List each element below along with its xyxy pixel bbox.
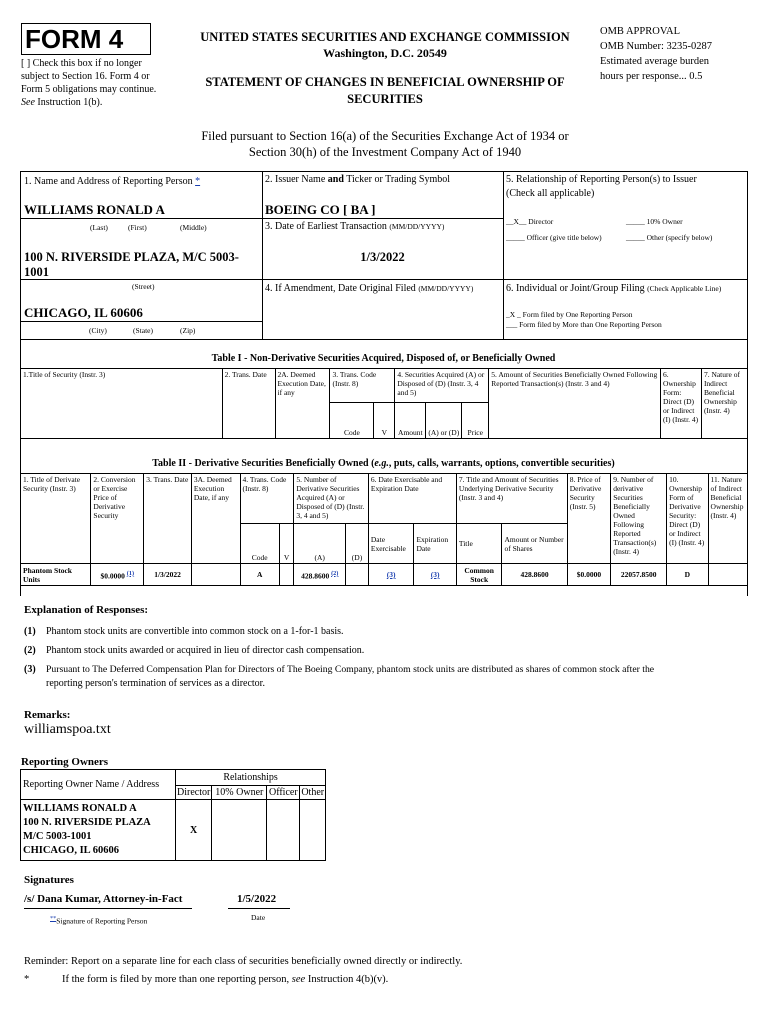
table1-title: Table I - Non-Derivative Securities Acquired, Disposed of, or Beneficially Owned: [211, 353, 556, 364]
signature-date-label: Date: [251, 913, 266, 922]
zip-label: (Zip): [180, 326, 196, 335]
street-label: (Street): [132, 282, 155, 291]
reporting-person-name: WILLIAMS RONALD A: [24, 202, 165, 217]
city-label: (City): [89, 326, 107, 335]
t2-sub-date-ex: Date Exercisable: [368, 524, 414, 564]
earliest-transaction-label: 3. Date of Earliest Transaction (MM/DD/YYYY): [265, 221, 445, 232]
explanation-list: [24, 625, 749, 691]
footnote-double-star-link[interactable]: **: [50, 915, 57, 922]
earliest-transaction-date: 1/3/2022: [360, 250, 405, 264]
t2-col-code: 4. Trans. Code (Instr. 8): [240, 474, 294, 524]
t1-sub-code: Code: [330, 403, 374, 439]
t1-sub-amount: Amount: [395, 403, 426, 439]
omb-number: OMB Number: 3235-0287: [600, 41, 712, 52]
footnote-star-text: If the form is filed by more than one reporting person, see Instruction 4(b)(v).: [62, 974, 389, 985]
first-label: (First): [128, 223, 147, 232]
t2-col-title: 1. Title of Derivate Security (Instr. 3): [21, 474, 91, 564]
reminder-text: Reminder: Report on a separate line for each class of securities beneficially owned directly or indirectly.: [24, 956, 463, 967]
relationship-sub: (Check all applicable): [506, 188, 595, 199]
omb-burden-2: hours per response... 0.5: [600, 71, 703, 82]
owners-col-relationships: Relationships: [176, 770, 326, 786]
reporting-person-label: 1. Name and Address of Reporting Person *: [24, 176, 201, 187]
t2-col-underlying: 7. Title and Amount of Securities Underlying Derivative Security (Instr. 3 and 4): [456, 474, 567, 524]
t2-col-conversion: 2. Conversion or Exercise Price of Derivative Security: [91, 474, 144, 564]
relationship-ten-percent[interactable]: _____ 10% Owner: [626, 217, 683, 226]
list-item: (2) Phantom stock units awarded or acquired in lieu of director cash compensation.: [24, 645, 365, 656]
relationship-director[interactable]: __X__ Director: [506, 217, 554, 226]
t2-col-nature: 11. Nature of Indirect Beneficial Ownership (Instr. 4): [708, 474, 747, 564]
t2-underlying-shares: 428.8600: [502, 564, 567, 586]
t2-sub-amount: Amount or Number of Shares: [502, 524, 567, 564]
t2-deriv-price: $0.0000: [567, 564, 610, 586]
t1-col-title: 1.Title of Security (Instr. 3): [21, 369, 223, 439]
street-address-2: 1001: [24, 265, 49, 279]
t2-form: D: [667, 564, 708, 586]
commission-name: UNITED STATES SECURITIES AND EXCHANGE COMMISSION: [200, 30, 570, 44]
t2-sub-title: Title: [456, 524, 502, 564]
table-row: [21, 564, 748, 586]
filing-one[interactable]: _X _ Form filed by One Reporting Person: [506, 310, 633, 319]
state-label: (State): [133, 326, 153, 335]
last-label: (Last): [90, 223, 108, 232]
issuer-label: 2. Issuer Name and Ticker or Trading Symbol: [265, 174, 451, 185]
amendment-label: 4. If Amendment, Date Original Filed (MM/DD/YYYY): [265, 283, 474, 294]
issuer-name: BOEING CO [ BA ]: [265, 202, 376, 217]
t1-col-nature: 7. Nature of Indirect Beneficial Ownership (Instr. 4): [701, 369, 747, 439]
t2-sub-a: (A): [294, 524, 346, 564]
owners-col-name: Reporting Owner Name / Address: [21, 770, 176, 800]
t2-col-price: 8. Price of Derivative Security (Instr. 5): [567, 474, 610, 564]
city-state-zip: CHICAGO, IL 60606: [24, 305, 143, 320]
statement-title-2: SECURITIES: [347, 92, 423, 106]
checkbox-notice: [ ] Check this box if no longer subject to Section 16. Form 4 or Form 5 obligations may continue. See Instruction 1(b).: [21, 58, 157, 108]
form-title: FORM 4: [25, 24, 124, 54]
omb-burden-1: Estimated average burden: [600, 56, 710, 67]
signature-date: 1/5/2022: [237, 893, 277, 905]
owner-director-mark: X: [176, 800, 212, 861]
table-row: [21, 800, 326, 861]
remarks-text: williamspoa.txt: [24, 722, 111, 737]
statement-title-1: STATEMENT OF CHANGES IN BENEFICIAL OWNERSHIP OF: [205, 75, 565, 89]
t1-col-ownership: 6. Ownership Form: Direct (D) or Indirect (I) (Instr. 4): [660, 369, 701, 439]
table2: [20, 473, 748, 586]
t1-col-deemed: 2A. Deemed Execution Date, if any: [275, 369, 330, 439]
t2-col-date: 3. Trans. Date: [144, 474, 192, 564]
t2-trans-date: 1/3/2022: [144, 564, 192, 586]
t1-sub-v: V: [374, 403, 395, 439]
t2-sub-d: (D): [346, 524, 369, 564]
owner-address: WILLIAMS RONALD A 100 N. RIVERSIDE PLAZA M/C 5003-1001 CHICAGO, IL 60606: [21, 800, 176, 861]
owners-col-other: Other: [301, 787, 325, 798]
t2-sub-v: V: [279, 524, 293, 564]
t2-sub-code: Code: [240, 524, 279, 564]
owners-heading: Reporting Owners: [21, 756, 109, 768]
t2-col-owned: 9. Number of derivative Securities Beneficially Owned Following Reported Transaction(s) (Instr. 4): [611, 474, 667, 564]
t1-sub-aord: (A) or (D): [426, 403, 462, 439]
form-title-box: [21, 23, 151, 55]
explanation-heading: Explanation of Responses:: [24, 604, 149, 616]
filing-more[interactable]: ___ Form filed by More than One Reporting Person: [506, 320, 662, 329]
footnote-star-link[interactable]: *: [195, 176, 201, 187]
table2-title: Table II - Derivative Securities Beneficially Owned (e.g., puts, calls, warrants, options, convertible securities): [152, 458, 615, 469]
owners-col-officer: Officer: [267, 786, 300, 800]
footnote-3-link-exp[interactable]: (3): [430, 570, 440, 579]
relationship-label: 5. Relationship of Reporting Person(s) to Issuer: [506, 174, 697, 185]
signature-label: **Signature of Reporting Person: [50, 915, 148, 926]
t1-col-amount-owned: 5. Amount of Securities Beneficially Owned Following Reported Transaction(s) (Instr. 3 and 4): [489, 369, 661, 439]
owners-table: [20, 769, 326, 861]
t2-sub-exp: Expiration Date: [414, 524, 456, 564]
remarks-heading: Remarks:: [24, 709, 71, 721]
signature-name: /s/ Dana Kumar, Attorney-in-Fact: [24, 893, 183, 905]
t2-owned: 22057.8500: [611, 564, 667, 586]
relationship-officer[interactable]: _____ Officer (give title below): [506, 233, 602, 242]
middle-label: (Middle): [180, 223, 207, 232]
footnote-3-link[interactable]: (3): [386, 570, 396, 579]
omb-approval: OMB APPROVAL: [600, 26, 681, 37]
t1-sub-price: Price: [462, 403, 489, 439]
footnote-1-link[interactable]: (1): [126, 569, 135, 577]
filed-pursuant-2: Section 30(h) of the Investment Company Act of 1940: [248, 145, 522, 159]
t2-security: Phantom Stock Units: [21, 564, 91, 586]
t2-col-form: 10. Ownership Form of Derivative Security: Direct (D) or Indirect (I) (Instr. 4): [667, 474, 708, 564]
t2-underlying-title: Common Stock: [456, 564, 502, 586]
omb-box: [600, 24, 765, 84]
t2-code: A: [240, 564, 279, 586]
t1-col-securities: 4. Securities Acquired (A) or Disposed of (D) (Instr. 3, 4 and 5): [395, 369, 489, 403]
footnote-2-link[interactable]: (2): [331, 569, 339, 577]
t2-conversion-price: $0.0000 $^{(1)}$: [91, 564, 144, 586]
footnote-star: *: [24, 974, 30, 985]
t2-col-deemed: 3A. Deemed Execution Date, if any: [191, 474, 240, 564]
filing-label: 6. Individual or Joint/Group Filing (Check Applicable Line): [506, 283, 722, 294]
owners-col-ten: 10% Owner: [212, 786, 267, 800]
list-item: (3) Pursuant to The Deferred Compensation Plan for Directors of The Boeing Company, phantom stock units are distributed as shares of common stock after the reporting person's termination of services as a director.: [24, 664, 655, 689]
t2-acquired: 428.8600 $^{(2)}$: [294, 564, 346, 586]
t1-col-code: 3. Trans. Code (Instr. 8): [330, 369, 395, 403]
street-address-1: 100 N. RIVERSIDE PLAZA, M/C 5003-: [24, 250, 239, 264]
commission-location: Washington, D.C. 20549: [323, 46, 447, 60]
t2-col-number: 5. Number of Derivative Securities Acquired (A) or Disposed of (D) (Instr. 3, 4 and 5): [294, 474, 369, 524]
t1-col-date: 2. Trans. Date: [222, 369, 275, 439]
t2-col-exercisable: 6. Date Exercisable and Expiration Date: [368, 474, 456, 524]
filed-pursuant-1: Filed pursuant to Section 16(a) of the Securities Exchange Act of 1934 or: [201, 129, 569, 143]
owners-col-director: Director: [177, 787, 211, 798]
signatures-heading: Signatures: [24, 874, 74, 886]
relationship-other[interactable]: _____ Other (specify below): [626, 233, 713, 242]
list-item: (1) Phantom stock units are convertible into common stock on a 1-for-1 basis.: [24, 626, 344, 637]
table1: [20, 368, 748, 439]
